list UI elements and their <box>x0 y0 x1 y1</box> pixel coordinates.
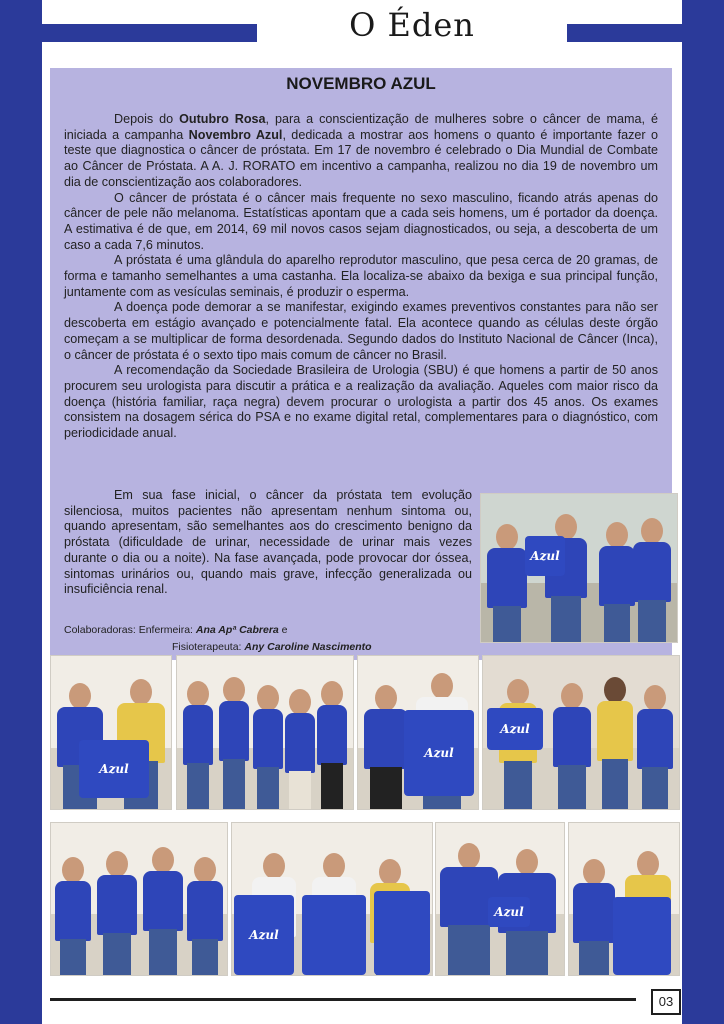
paragraph-1: Depois do Outubro Rosa, para a conscientização de mulheres sobre o câncer de mama, é iniciada a campanha Novembro Azul, dedicada a mostrar aos homens o quanto é importante fazer o teste que diagnostica o câncer de próstata. Em 17 de novembro é celebrado o Dia Mundial de Combate ao Câncer de Próstata. A A. J. RORATO em incentivo a campanha, realizou no dia 19 de novembro um dia de conscientização aos colaboradores. <box>64 112 658 189</box>
photo-group-9 <box>568 822 680 976</box>
paragraph-5: A recomendação da Sociedade Brasileira de Urologia (SBU) é que homens a partir de 50 anos procurem seu urologista para discutir a prática e a realização da avaliação. Aqueles com maior risco da doença (história familiar, raça negra) devem procurar o urologista a partir dos 45 anos. Os exames consistem na dosagem sérica do PSA e no exame digital retal, complementares para o diagnóstico, com periodicidade anual. <box>64 363 658 441</box>
masthead-bar-left <box>42 24 257 42</box>
article-body <box>64 112 658 442</box>
photo-group-8 <box>435 822 565 976</box>
photo-group-2 <box>50 655 172 810</box>
photo-group-3 <box>176 655 354 810</box>
shirt-label: Azul <box>494 905 524 919</box>
photo-group-1 <box>480 493 678 643</box>
credits-physio: Any Caroline Nascimento <box>244 641 372 653</box>
masthead-title: O Éden <box>349 6 475 44</box>
credits-label: Colaboradoras: Enfermeira: <box>64 624 196 636</box>
credits: Colaboradoras: Enfermeira: Ana Apª Cabrera e Fisioterapeuta: Any Caroline Nascimento <box>64 624 372 653</box>
paragraph-3: A próstata é uma glândula do aparelho reprodutor masculino, que pesa cerca de 20 gramas, de forma e tamanho semelhantes a uma castanha. Ela localiza-se abaixo da bexiga e sua principal função, juntamente com as vesículas seminais, é produzir o esperma. <box>64 253 658 299</box>
photo-group-5 <box>482 655 680 810</box>
credits-label-2: Fisioterapeuta: <box>172 641 245 653</box>
shirt-label: Azul <box>530 549 560 563</box>
paragraph-4: A doença pode demorar a se manifestar, exigindo exames preventivos constantes para não ser descoberta em estágio avançado e potencialmente fatal. Ela acontece quando as células deste órgão começam a se multiplicar de forma desordenada. Segundo dados do Instituto Nacional de Câncer (Inca), o câncer de próstata é o sexto tipo mais comum de câncer no Brasil. <box>64 300 658 362</box>
photo-group-6 <box>50 822 228 976</box>
photo-group-7 <box>231 822 433 976</box>
footer-rule <box>50 998 636 1001</box>
credits-nurse: Ana Apª Cabrera <box>195 624 279 636</box>
page-number: 03 <box>651 989 681 1015</box>
shirt-label: Azul <box>249 928 279 942</box>
shirt-label: Azul <box>99 762 129 776</box>
shirt-label: Azul <box>500 722 530 736</box>
shirt-label: Azul <box>424 746 454 760</box>
paragraph-2: O câncer de próstata é o câncer mais frequente no sexo masculino, ficando atrás apenas do câncer de pele não melanoma. Estatísticas apontam que a cada seis homens, um é portador da doença. A estimativa é de que, em 2014, 69 mil novos casos sejam diagnosticados, ou seja, a descoberta de um caso a cada 7,6 minutos. <box>64 190 658 252</box>
masthead-bar-right <box>567 24 682 42</box>
article-final <box>64 488 472 598</box>
photo-group-4 <box>357 655 479 810</box>
paragraph-6: Em sua fase inicial, o câncer da próstata tem evolução silenciosa, muitos pacientes não apresentam nenhum sintoma ou, quando apresentam, são semelhantes aos do crescimento benigno da próstata (dificuldade de urinar, necessidade de urinar mais vezes durante o dia ou a noite). Na fase avançada, pode provocar dor óssea, sintomas urinários ou, quando mais grave, infecção generalizada ou insuficiência renal. <box>64 488 472 597</box>
article-headline: NOVEMBRO AZUL <box>286 74 436 93</box>
